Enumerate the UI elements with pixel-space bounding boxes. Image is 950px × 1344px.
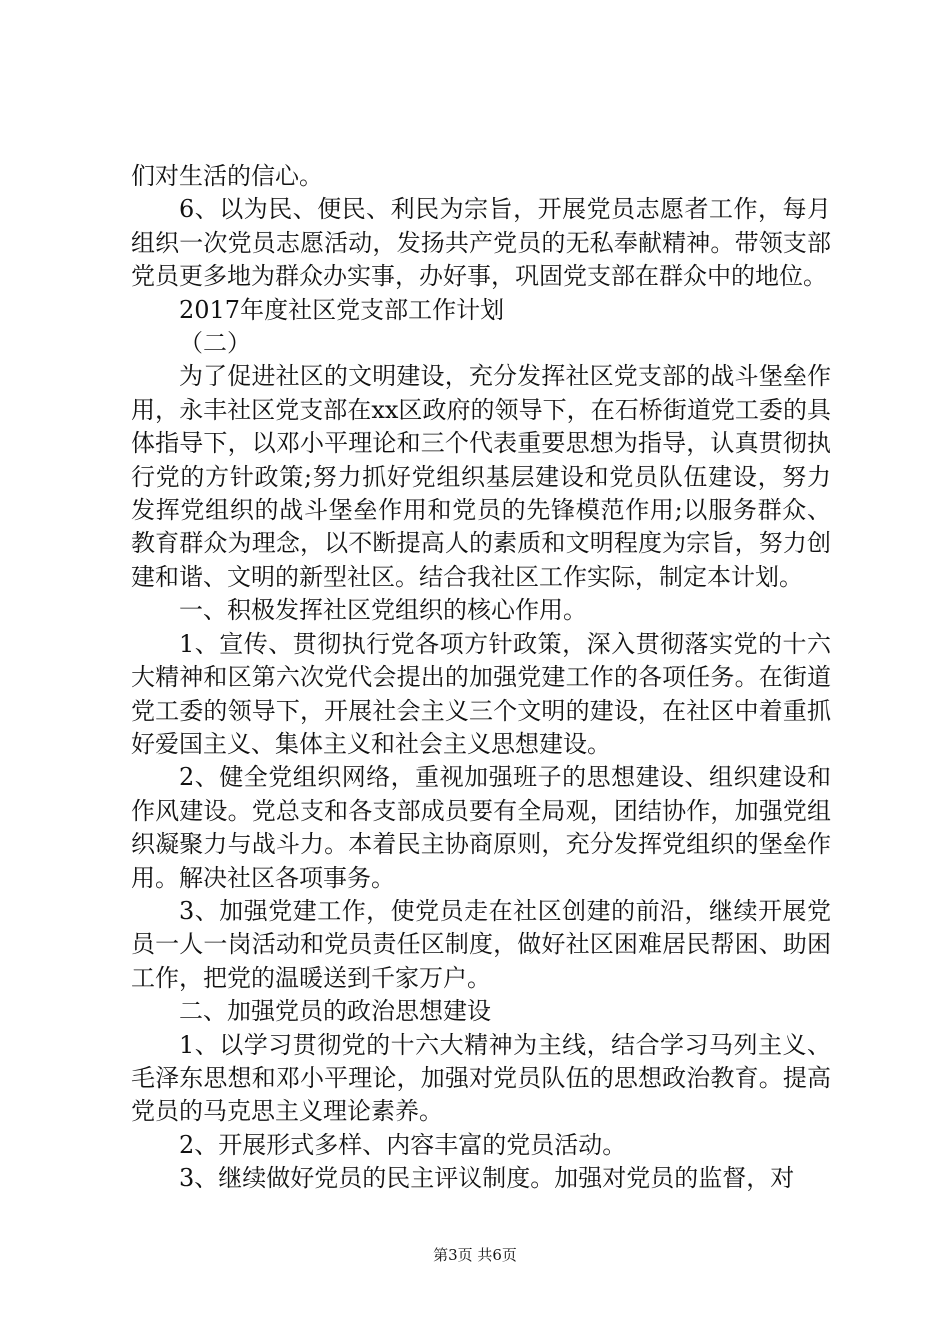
heading-part-2: 二、加强党员的政治思想建设: [179, 997, 491, 1026]
paragraph-1-3: 3、加强党建工作，使党员走在社区创建的前沿，继续开展党员一人一岗活动和党员责任区制度，做好社区困难居民帮困、助困工作，把党的温暖送到千家万户。: [131, 896, 831, 992]
document-body: [131, 160, 831, 1196]
section-subtitle: （二）: [179, 329, 251, 358]
page-footer: [0, 1245, 950, 1265]
paragraph-2-3: 3、继续做好党员的民主评议制度。加强对党员的监督，对: [179, 1164, 795, 1193]
paragraph-1-1: 1、宣传、贯彻执行党各项方针政策，深入贯彻落实党的十六大精神和区第六次党代会提出的加强党建工作的各项任务。在街道党工委的领导下，开展社会主义三个文明的建设，在社区中着重抓好爱国主义、集体主义和社会主义思想建设。: [131, 629, 831, 758]
paragraph-2-1: 1、以学习贯彻党的十六大精神为主线，结合学习马列主义、毛泽东思想和邓小平理论，加强对党员队伍的思想政治教育。提高党员的马克思主义理论素养。: [131, 1030, 831, 1126]
paragraph-intro: 为了促进社区的文明建设，充分发挥社区党支部的战斗堡垒作用，永丰社区党支部在xx区政府的领导下，在石桥街道党工委的具体指导下，以邓小平理论和三个代表重要思想为指导，认真贯彻执行党的方针政策;努力抓好党组织基层建设和党员队伍建设，努力发挥党组织的战斗堡垒作用和党员的先锋模范作用;以服务群众、教育群众为理念，以不断提高人的素质和文明程度为宗旨，努力创建和谐、文明的新型社区。结合我社区工作实际，制定本计划。: [131, 362, 831, 591]
paragraph-1-2: 2、健全党组织网络，重视加强班子的思想建设、组织建设和作风建设。党总支和各支部成员要有全局观，团结协作，加强党组织凝聚力与战斗力。本着民主协商原则，充分发挥党组织的堡垒作用。解决社区各项事务。: [131, 763, 831, 892]
paragraph-continuation: 们对生活的信心。: [131, 162, 323, 190]
section-title: 2017年度社区党支部工作计划: [179, 295, 505, 324]
paragraph-item-6: 6、以为民、便民、利民为宗旨，开展党员志愿者工作，每月组织一次党员志愿活动，发扬共产党员的无私奉献精神。带领支部党员更多地为群众办实事，办好事，巩固党支部在群众中的地位。: [131, 195, 831, 291]
heading-part-1: 一、积极发挥社区党组织的核心作用。: [179, 596, 587, 625]
page-number: 第3页 共6页: [433, 1246, 517, 1264]
paragraph-2-2: 2、开展形式多样、内容丰富的党员活动。: [179, 1130, 627, 1159]
